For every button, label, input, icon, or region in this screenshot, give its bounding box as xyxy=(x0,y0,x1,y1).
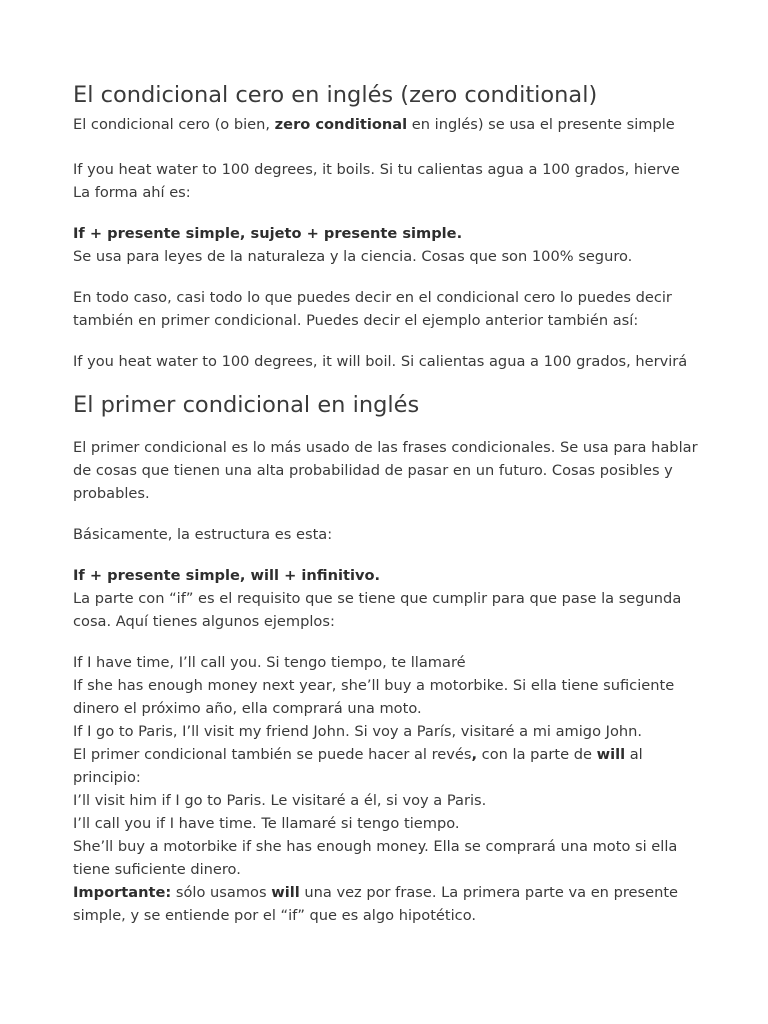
structure-label: Básicamente, la estructura es esta: xyxy=(73,526,333,543)
first-example-4: I’ll visit him if I go to Paris. Le visitaré a él, si voy a Paris. xyxy=(73,792,487,809)
reverse-bold-will: will xyxy=(596,746,626,763)
important-text-end: una vez por frase. La primera parte va en presente simple, y se entiende por el “if” que es algo hipotético. xyxy=(73,884,679,924)
first-conditional-heading: El primer condicional en inglés xyxy=(73,392,420,418)
first-example-5: I’ll call you if I have time. Te llamaré si tengo tiempo. xyxy=(73,815,460,832)
zero-conditional-structure-block xyxy=(73,222,698,268)
important-label: Importante: xyxy=(73,884,172,901)
first-example-1: If I have time, I’ll call you. Si tengo tiempo, te llamaré xyxy=(73,654,466,671)
first-structure: If + presente simple, will + infinitivo. xyxy=(73,567,381,584)
zero-conditional-heading: El condicional cero en inglés (zero conditional) xyxy=(73,82,598,108)
intro-text: El condicional cero (o bien, xyxy=(73,116,275,133)
form-label: La forma ahí es: xyxy=(73,184,191,201)
first-example-2: If she has enough money next year, she’ll buy a motorbike. Si ella tiene suficiente dinero el próximo año, ella comprará una moto. xyxy=(73,677,675,717)
first-conditional-examples xyxy=(73,651,698,927)
zero-usage: Se usa para leyes de la naturaleza y la ciencia. Cosas que son 100% seguro. xyxy=(73,248,633,265)
first-conditional-structure-block xyxy=(73,564,698,633)
zero-conditional-intro xyxy=(73,113,698,136)
important-text: sólo usamos xyxy=(171,884,272,901)
reverse-comma: , xyxy=(471,746,478,763)
zero-conditional-note: En todo caso, casi todo lo que puedes decir en el condicional cero lo puedes decir también en primer condicional. Puedes decir el ejemplo anterior también así: xyxy=(73,289,672,329)
reverse-text: El primer condicional también se puede hacer al revés xyxy=(73,746,472,763)
zero-example-2: If you heat water to 100 degrees, it will boil. Si calientas agua a 100 grados, hervirá xyxy=(73,353,688,370)
first-example-3: If I go to Paris, I’ll visit my friend John. Si voy a París, visitaré a mi amigo John. xyxy=(73,723,643,740)
first-example-6: She’ll buy a motorbike if she has enough money. Ella se comprará una moto si ella tiene suficiente dinero. xyxy=(73,838,678,878)
reverse-text-end: al principio: xyxy=(73,746,643,786)
intro-text-end: en inglés) se usa el presente simple xyxy=(407,116,675,133)
structure-explanation: La parte con “if” es el requisito que se tiene que cumplir para que pase la segunda cosa. Aquí tienes algunos ejemplos: xyxy=(73,590,682,630)
important-bold-will: will xyxy=(271,884,300,901)
document-content xyxy=(73,80,698,927)
intro-bold-term: zero conditional xyxy=(274,116,408,133)
zero-structure: If + presente simple, sujeto + presente simple. xyxy=(73,225,463,242)
zero-conditional-example-block xyxy=(73,158,698,204)
zero-example-1: If you heat water to 100 degrees, it boils. Si tu calientas agua a 100 grados, hierve xyxy=(73,161,680,178)
first-conditional-intro: El primer condicional es lo más usado de las frases condicionales. Se usa para hablar de cosas que tienen una alta probabilidad de pasar en un futuro. Cosas posibles y probables. xyxy=(73,439,698,502)
reverse-text-mid: con la parte de xyxy=(477,746,597,763)
